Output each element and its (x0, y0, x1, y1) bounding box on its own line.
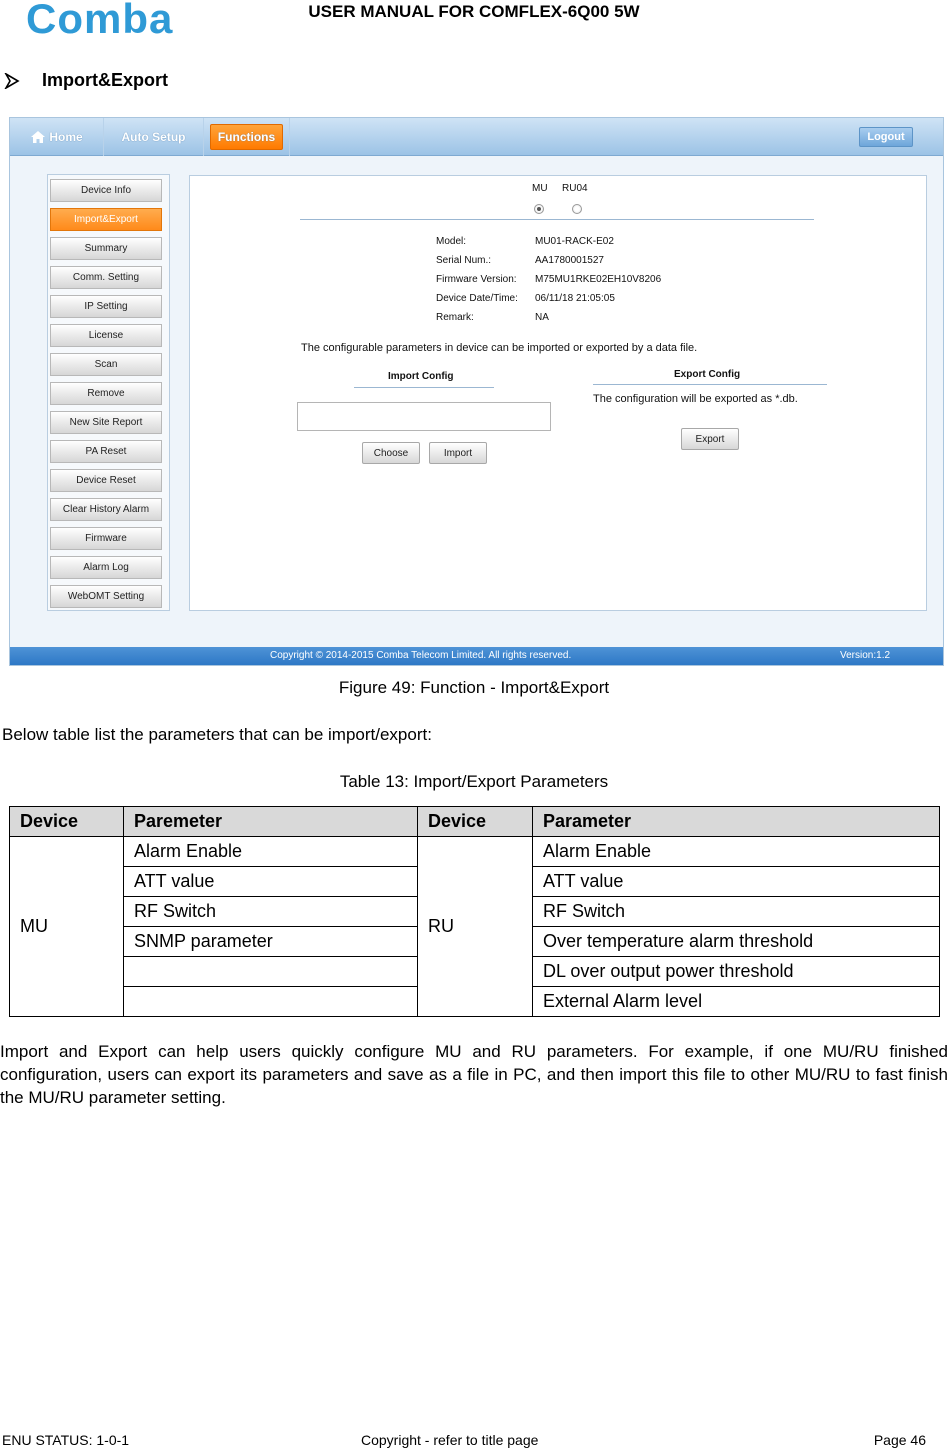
footer-page: Page 46 (873, 1432, 926, 1448)
sidebar-item-ip-setting[interactable]: IP Setting (50, 295, 162, 318)
mu-device-cell: MU (10, 837, 124, 1017)
table-row (10, 837, 940, 867)
header-parameter-1: Paremeter (124, 807, 418, 837)
sidebar-item-comm-setting[interactable]: Comm. Setting (50, 266, 162, 289)
function-sidebar (47, 174, 170, 611)
info-label-datetime: Device Date/Time: (436, 293, 518, 304)
sidebar-item-remove[interactable]: Remove (50, 382, 162, 405)
radio-mu[interactable] (534, 204, 544, 214)
ru-param-cell: External Alarm level (533, 987, 940, 1017)
import-config-title: Import Config (388, 371, 454, 382)
ru-param-cell: Alarm Enable (533, 837, 940, 867)
body-paragraph: Import and Export can help users quickly configure MU and RU parameters. For example, if one MU/RU finished configuration, users can export its parameters and save as a file in PC, and then import this file to other MU/RU to fast finish the MU/RU parameter setting. (0, 1042, 948, 1107)
info-label-remark: Remark: (436, 312, 474, 323)
tab-functions[interactable] (204, 118, 290, 156)
footer-status: ENU STATUS: 1-0-1 (2, 1432, 130, 1448)
import-button[interactable]: Import (429, 442, 487, 464)
export-divider (593, 384, 827, 385)
info-label-serial: Serial Num.: (436, 255, 492, 266)
figure-caption: Figure 49: Function - Import&Export (338, 678, 610, 697)
info-value-remark: NA (535, 312, 549, 323)
arrow-bullet-icon (4, 73, 20, 89)
parameters-table (9, 806, 940, 1017)
sidebar-item-pa-reset[interactable]: PA Reset (50, 440, 162, 463)
sidebar-item-clear-history-alarm[interactable]: Clear History Alarm (50, 498, 162, 521)
header-device-2: Device (418, 807, 533, 837)
ru-param-cell: DL over output power threshold (533, 957, 940, 987)
mu-param-cell: Alarm Enable (124, 837, 418, 867)
radio-label-mu: MU (532, 183, 548, 194)
ru-param-cell: ATT value (533, 867, 940, 897)
mu-param-cell (124, 987, 418, 1017)
webomt-copyright: Copyright © 2014-2015 Comba Telecom Limited. All rights reserved. (270, 650, 572, 661)
mu-param-cell (124, 957, 418, 987)
table-caption: Table 13: Import/Export Parameters (339, 772, 609, 791)
header-parameter-2: Parameter (533, 807, 940, 837)
radio-label-ru04: RU04 (562, 183, 588, 194)
mu-param-cell: RF Switch (124, 897, 418, 927)
webomt-footer (10, 647, 943, 665)
info-value-datetime: 06/11/18 21:05:05 (535, 293, 615, 304)
webomt-version: Version:1.2 (840, 650, 891, 661)
sidebar-item-webomt-setting[interactable]: WebOMT Setting (50, 585, 162, 608)
sidebar-item-device-reset[interactable]: Device Reset (50, 469, 162, 492)
webomt-screenshot (9, 117, 944, 666)
sidebar-item-new-site-report[interactable]: New Site Report (50, 411, 162, 434)
mu-param-cell: ATT value (124, 867, 418, 897)
ru-param-cell: Over temperature alarm threshold (533, 927, 940, 957)
tab-home[interactable] (10, 118, 104, 156)
export-note: The configuration will be exported as *.db. (593, 393, 798, 405)
section-heading (4, 70, 168, 91)
sidebar-item-import-export[interactable]: Import&Export (50, 208, 162, 231)
table-header-row (10, 807, 940, 837)
tab-functions-label: Functions (210, 124, 283, 150)
info-label-firmware: Firmware Version: (436, 274, 517, 285)
sidebar-item-alarm-log[interactable]: Alarm Log (50, 556, 162, 579)
top-nav (10, 118, 943, 156)
import-divider (354, 387, 494, 388)
choose-button[interactable]: Choose (362, 442, 420, 464)
info-value-serial: AA1780001527 (535, 255, 604, 266)
export-button[interactable]: Export (681, 428, 739, 450)
export-config-title: Export Config (674, 369, 741, 380)
section-heading-text: Import&Export (42, 70, 168, 90)
ru-param-cell: RF Switch (533, 897, 940, 927)
divider (300, 219, 814, 220)
info-value-model: MU01-RACK-E02 (535, 236, 614, 247)
sidebar-item-firmware[interactable]: Firmware (50, 527, 162, 550)
ru-device-cell: RU (418, 837, 533, 1017)
import-file-input[interactable] (297, 402, 551, 431)
home-icon (30, 130, 46, 144)
radio-ru04[interactable] (572, 204, 582, 214)
sidebar-item-device-info[interactable]: Device Info (50, 179, 162, 202)
tab-auto-setup-label: Auto Setup (121, 130, 186, 144)
tab-home-label: Home (49, 130, 83, 144)
document-title: USER MANUAL FOR COMFLEX-6Q00 5W (308, 2, 640, 21)
info-label-model: Model: (436, 236, 467, 247)
info-value-firmware: M75MU1RKE02EH10V8206 (535, 274, 662, 285)
footer-copyright: Copyright - refer to title page (361, 1432, 539, 1448)
sidebar-item-scan[interactable]: Scan (50, 353, 162, 376)
tab-auto-setup[interactable] (104, 118, 204, 156)
main-panel (189, 175, 927, 611)
sidebar-item-summary[interactable]: Summary (50, 237, 162, 260)
sidebar-item-license[interactable]: License (50, 324, 162, 347)
intro-text: Below table list the parameters that can be import/export: (2, 725, 432, 744)
description-text: The configurable parameters in device can be imported or exported by a data file. (301, 342, 698, 354)
mu-param-cell: SNMP parameter (124, 927, 418, 957)
logo-text: Comba (26, 0, 174, 40)
header-device-1: Device (10, 807, 124, 837)
logout-button[interactable]: Logout (859, 127, 913, 147)
